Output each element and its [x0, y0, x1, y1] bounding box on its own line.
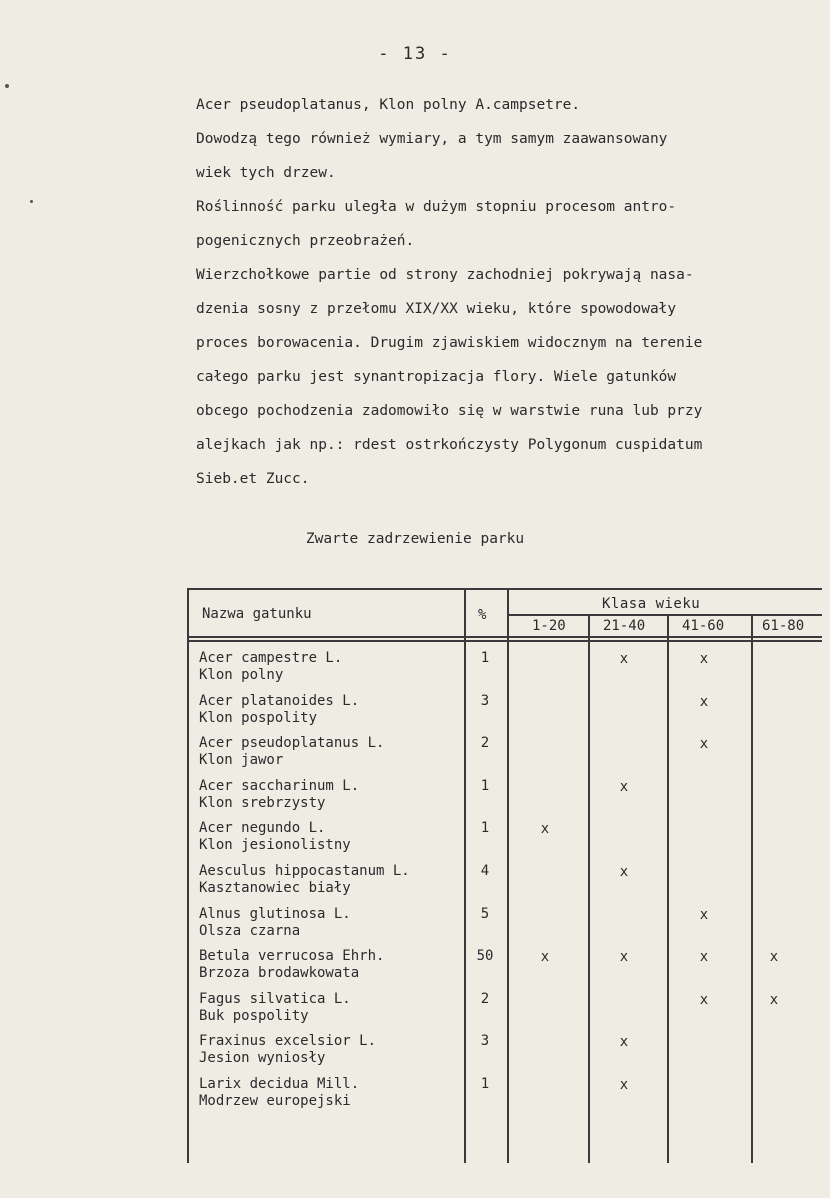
species-polish: Kasztanowiec biały [199, 880, 351, 896]
age-class-mark: x [699, 992, 709, 1008]
species-name [199, 735, 384, 769]
age-class-mark: x [619, 949, 629, 965]
age-class-mark: x [619, 651, 629, 667]
species-polish: Klon srebrzysty [199, 795, 326, 811]
species-latin: Acer saccharinum L. [199, 778, 360, 794]
species-name [199, 1076, 359, 1110]
species-percent: 2 [480, 735, 490, 751]
col-header-percent: % [478, 607, 487, 623]
col-header-species: Nazwa gatunku [202, 606, 312, 622]
species-latin: Betula verrucosa Ehrh. [199, 948, 385, 964]
paragraph-line: Roślinność parku uległa w dużym stopniu procesom antro- [196, 199, 677, 215]
species-polish: Brzoza brodawkowata [199, 965, 360, 981]
species-latin: Acer campestre L. [199, 650, 343, 666]
species-percent: 5 [480, 906, 490, 922]
species-polish: Klon polny [199, 667, 284, 683]
table-left-border [187, 588, 189, 1163]
species-name [199, 820, 351, 854]
species-latin: Fagus silvatica L. [199, 991, 351, 1007]
age-header-divider [508, 614, 822, 616]
species-polish: Olsza czarna [199, 923, 301, 939]
page-number: - 13 - [378, 44, 452, 64]
species-polish: Klon jesionolistny [199, 837, 351, 853]
species-latin: Larix decidua Mill. [199, 1076, 360, 1092]
paragraph-line: Wierzchołkowe partie od strony zachodniej pokrywają nasa- [196, 267, 694, 283]
age-class-mark: x [699, 651, 709, 667]
species-percent: 1 [480, 820, 490, 836]
species-percent: 50 [476, 948, 494, 964]
age-class-mark: x [769, 992, 779, 1008]
age-class-mark: x [619, 1077, 629, 1093]
header-bottom-border-double [188, 640, 822, 642]
species-latin: Fraxinus excelsior L. [199, 1033, 377, 1049]
species-name [199, 693, 359, 727]
age-class-mark: x [619, 1034, 629, 1050]
species-polish: Klon jawor [199, 752, 284, 768]
species-name [199, 650, 342, 684]
species-percent: 2 [480, 991, 490, 1007]
species-percent: 3 [480, 1033, 490, 1049]
species-percent: 3 [480, 693, 490, 709]
age-col-divider [751, 614, 753, 1163]
table-caption: Zwarte zadrzewienie parku [305, 531, 525, 547]
table-top-border [188, 588, 822, 590]
species-polish: Buk pospolity [199, 1008, 309, 1024]
punch-mark [30, 200, 33, 203]
species-percent: 1 [480, 778, 490, 794]
age-class-mark: x [699, 694, 709, 710]
age-class-mark: x [540, 949, 550, 965]
col-header-age-class: Klasa wieku [602, 596, 701, 612]
age-class-mark: x [619, 779, 629, 795]
paragraph-line: całego parku jest synantropizacja flory. Wiele gatunków [196, 369, 677, 385]
species-name [199, 863, 410, 897]
species-latin: Aesculus hippocastanum L. [199, 863, 410, 879]
species-name [199, 906, 351, 940]
paragraph-line: proces borowacenia. Drugim zjawiskiem widocznym na terenie [196, 335, 703, 351]
age-class-1: 1-20 [532, 618, 566, 634]
paragraph-line: wiek tych drzew. [196, 165, 336, 181]
paragraph-line: alejkach jak np.: rdest ostrkończysty Polygonum cuspidatum [196, 437, 703, 453]
punch-mark [5, 84, 9, 88]
age-class-mark: x [540, 821, 550, 837]
age-class-mark: x [619, 864, 629, 880]
species-latin: Acer negundo L. [199, 820, 326, 836]
species-percent: 1 [480, 650, 490, 666]
age-col-divider [667, 614, 669, 1163]
species-name [199, 1033, 376, 1067]
species-polish: Modrzew europejski [199, 1093, 351, 1109]
paragraph-line: Dowodzą tego również wymiary, a tym samym zaawansowany [196, 131, 668, 147]
age-class-2: 21-40 [603, 618, 646, 634]
header-bottom-border [188, 636, 822, 638]
species-percent: 1 [480, 1076, 490, 1092]
pct-col-right-border [507, 588, 509, 1163]
age-class-mark: x [699, 907, 709, 923]
species-latin: Alnus glutinosa L. [199, 906, 351, 922]
pct-col-left-border [464, 588, 466, 1163]
age-class-mark: x [699, 736, 709, 752]
age-class-4: 61-80 [762, 618, 805, 634]
species-name [199, 948, 384, 982]
species-latin: Acer platanoides L. [199, 693, 360, 709]
species-polish: Klon pospolity [199, 710, 318, 726]
age-class-3: 41-60 [682, 618, 725, 634]
paragraph-line: dzenia sosny z przełomu XIX/XX wieku, które spowodowały [196, 301, 677, 317]
species-percent: 4 [480, 863, 490, 879]
paragraph-line: Acer pseudoplatanus, Klon polny A.campsetre. [196, 97, 581, 113]
age-class-mark: x [699, 949, 709, 965]
species-latin: Acer pseudoplatanus L. [199, 735, 385, 751]
species-polish: Jesion wyniosły [199, 1050, 326, 1066]
age-col-divider [588, 614, 590, 1163]
species-name [199, 778, 359, 812]
species-name [199, 991, 351, 1025]
paragraph-line: pogenicznych przeobrażeń. [196, 233, 415, 249]
paragraph-line: Sieb.et Zucc. [196, 471, 310, 487]
age-class-mark: x [769, 949, 779, 965]
paragraph-line: obcego pochodzenia zadomowiło się w warstwie runa lub przy [196, 403, 703, 419]
